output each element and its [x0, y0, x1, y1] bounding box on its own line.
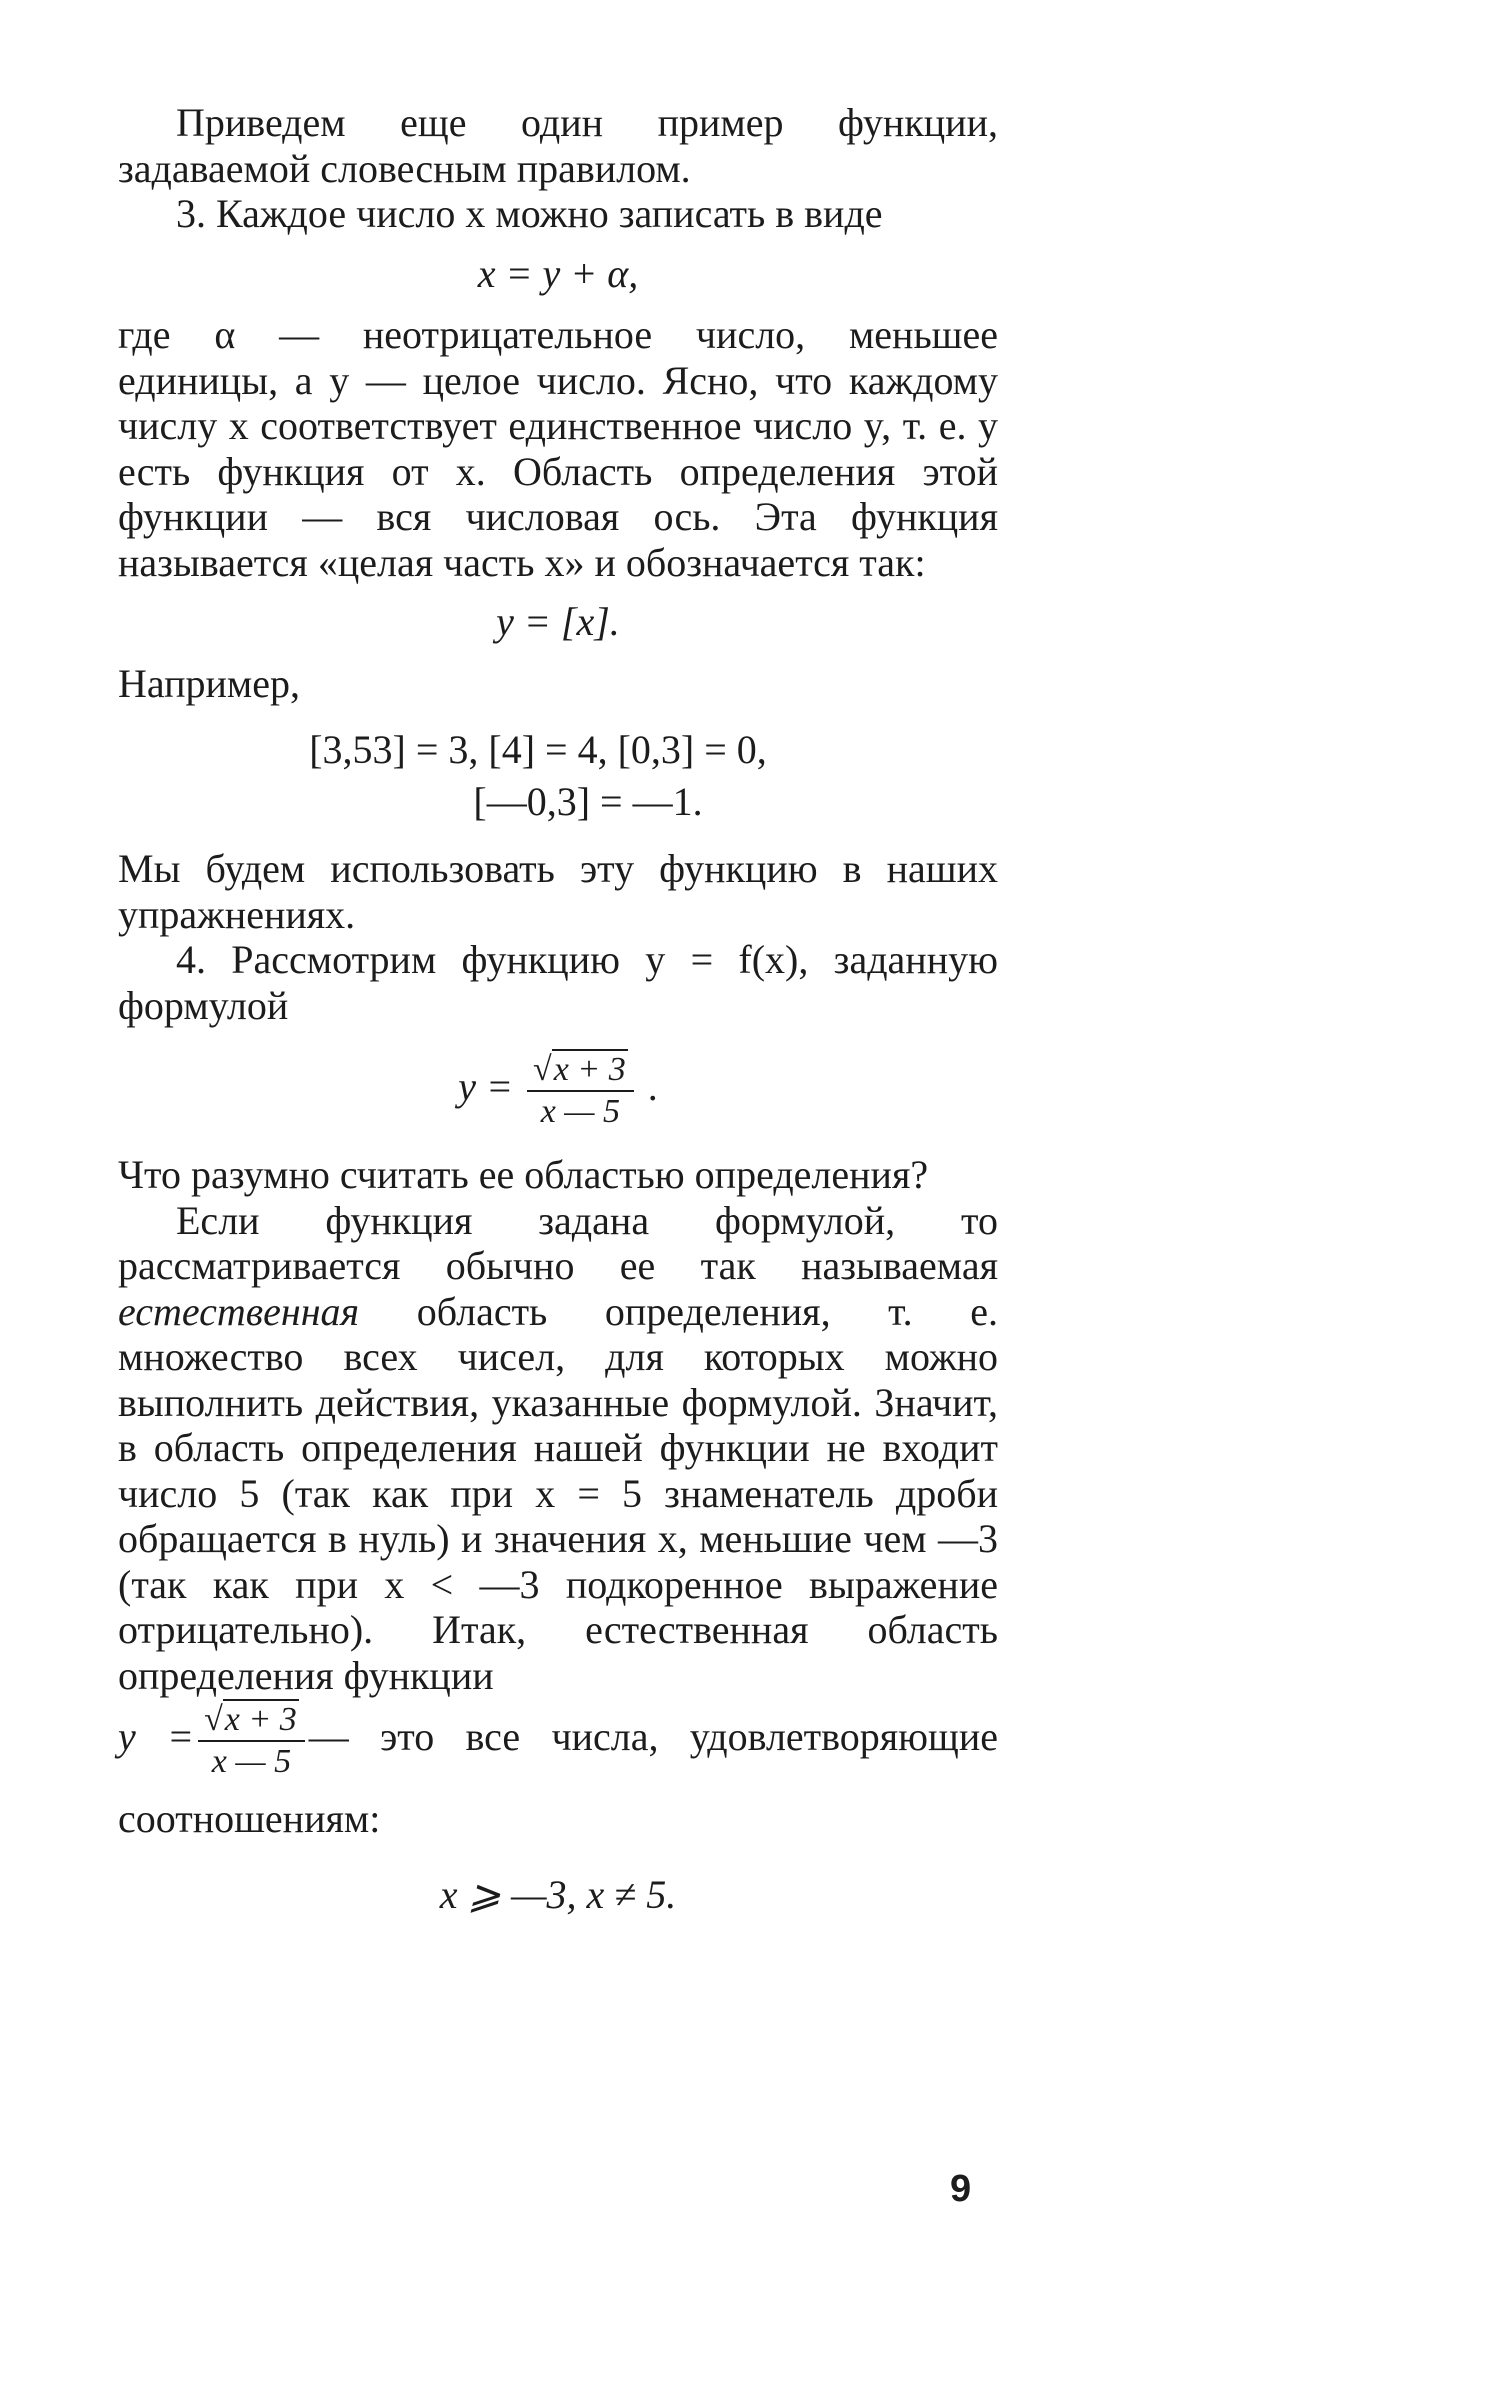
inline-radicand: x + 3: [224, 1700, 297, 1738]
fraction-numerator: [527, 1052, 634, 1092]
paragraph-item-3: 3. Каждое число x можно записать в виде: [176, 191, 883, 236]
fraction: [527, 1052, 634, 1130]
inline-text-rest: — это все числа, удовлетворяющие соотношениям:: [118, 1714, 998, 1841]
formula-integer-part: y = [x].: [496, 599, 620, 644]
text-column: [118, 100, 998, 1933]
inline-fraction-denominator: x — 5: [211, 1742, 292, 1780]
radicand: x + 3: [553, 1051, 626, 1088]
inline-fraction: [198, 1702, 305, 1780]
paragraph-item-4: 4. Рассмотрим функцию y = f(x), заданную формулой: [118, 937, 998, 1028]
examples-block: [118, 724, 998, 828]
inline-fraction-numerator: [198, 1702, 305, 1742]
formula-decomposition: x = y + α,: [477, 250, 639, 296]
fraction-denominator: x — 5: [540, 1093, 621, 1130]
formula-lhs: y =: [458, 1064, 514, 1110]
paragraph-usage-note: Мы будем использовать эту функцию в наших упражнениях.: [118, 846, 998, 937]
examples-row-1: [3,53] = 3, [4] = 4, [0,3] = 0,: [309, 727, 767, 772]
text-after-emphasis: область определения, т. е. множество всех чисел, для которых можно выполнить действия, указанные формулой. Значит, в область определения нашей функции не входит число 5 (так как при x = 5 знаменатель дроби обращается в нуль) и значения x, меньшие чем —3 (так как при x < —3 подкоренное выражение отрицательно). Итак, естественная область определения функции: [118, 1288, 999, 1698]
formula-domain-conditions: x ⩾ —3, x ≠ 5.: [439, 1871, 677, 1917]
inline-formula-lhs: y =: [118, 1714, 195, 1759]
formula-period: .: [647, 1064, 658, 1110]
square-root: √x + 3: [533, 1051, 626, 1088]
paragraph-example-label: Например,: [118, 660, 300, 706]
examples-row-2: [—0,3] = —1.: [473, 779, 703, 824]
paragraph-integer-part-definition: где α — неотрицательное число, меньшее единицы, а y — целое число. Ясно, что каждому числу x соответствует единственное число y, т. е. y есть функция от x. Область определения этой функции — вся числовая ось. Эта функция называется «целая часть x» и обозначается так:: [118, 312, 998, 585]
text-before-emphasis: Если функция задана формулой, то рассматривается обычно ее так называемая: [118, 1197, 998, 1288]
paragraph-intro: Приведем еще один пример функции, задаваемой словесным правилом.: [118, 100, 998, 191]
paragraph-question: Что разумно считать ее областью определения?: [118, 1152, 929, 1197]
paragraph-natural-domain: [118, 1198, 998, 1699]
formula-sqrt-fraction: [118, 1052, 998, 1130]
inline-square-root: √x + 3: [204, 1700, 297, 1738]
emphasized-term: естественная: [118, 1288, 360, 1334]
page-number: 9: [950, 2168, 972, 2210]
paragraph-domain-conclusion: [118, 1698, 998, 1858]
